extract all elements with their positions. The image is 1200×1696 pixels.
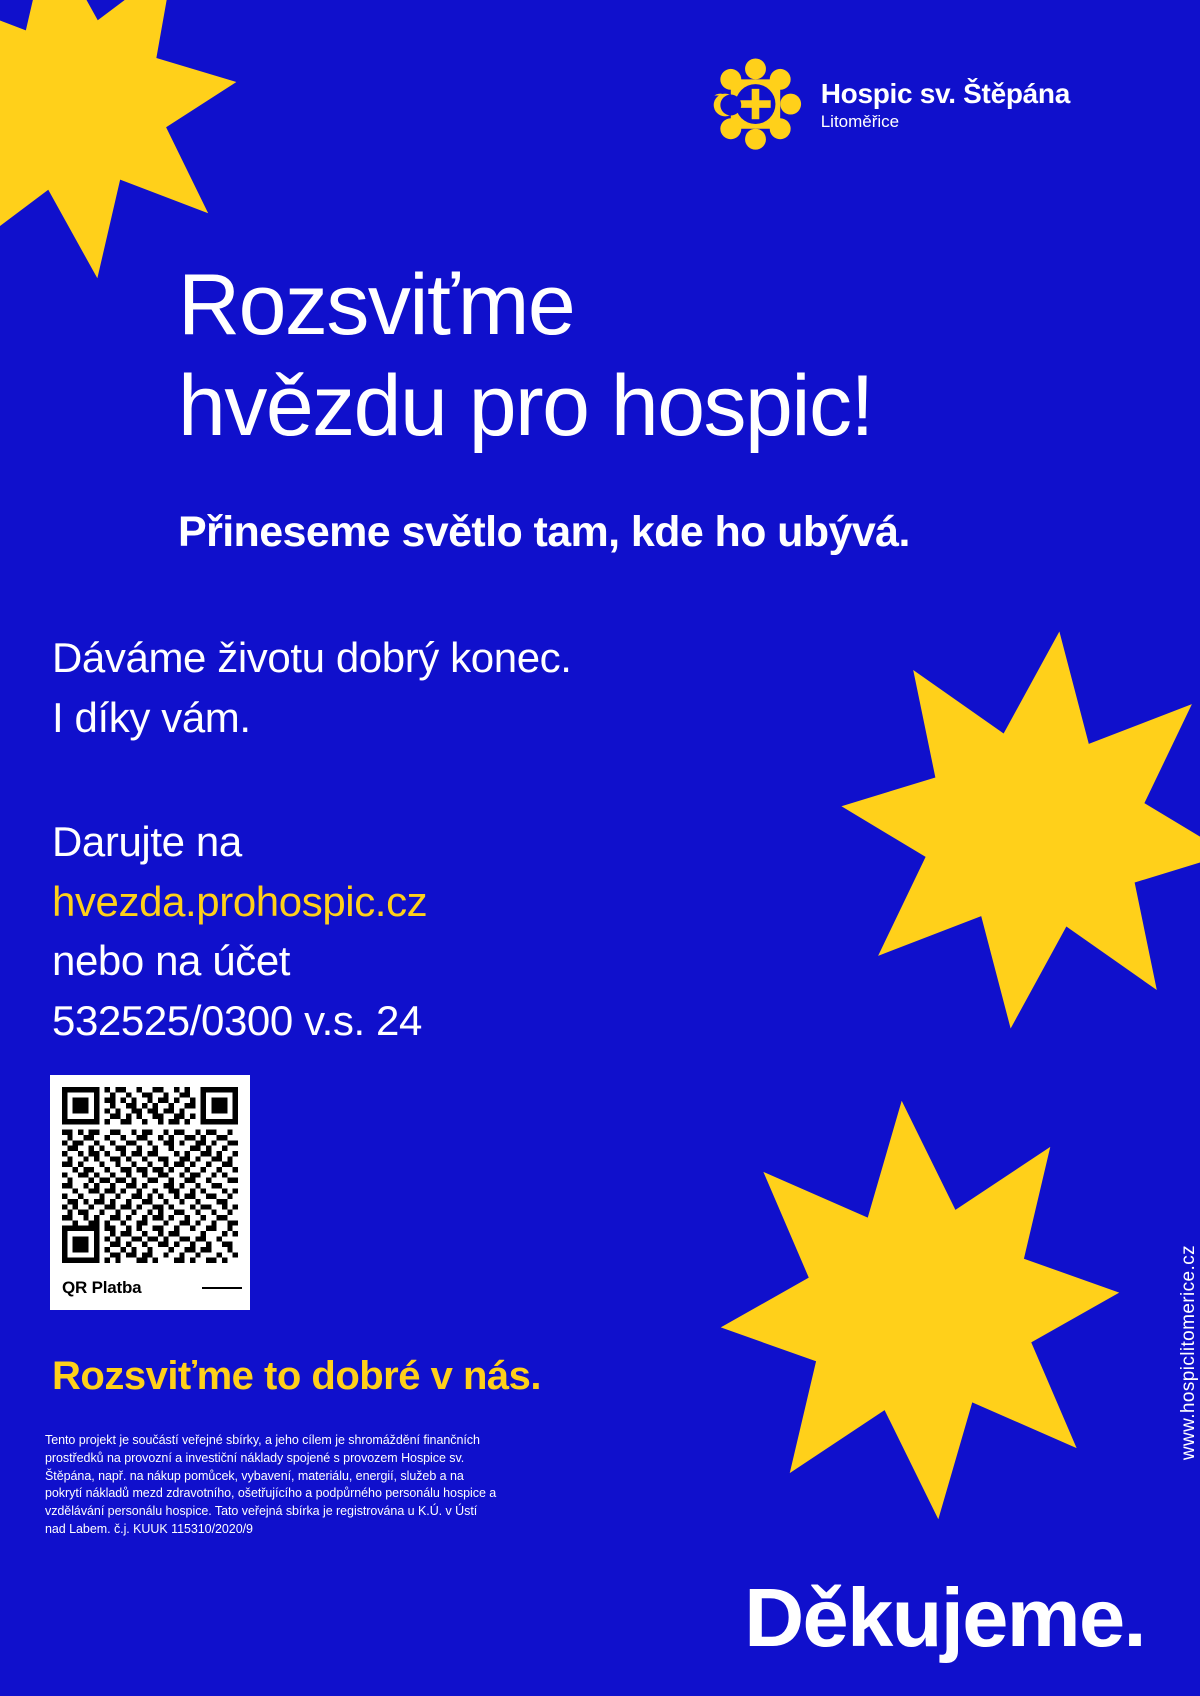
page-title bbox=[178, 255, 873, 458]
legal-disclaimer: Tento projekt je součástí veřejné sbírky, a jeho cílem je shromáždění finančních prostředků na provozní a investiční náklady spojené s provozem Hospice sv. Štěpána, např. na nákup pomůcek, vybavení, materiálu, energií, služeb a na pokrytí nákladů mezd zdravotního, ošetřujícího a podpůrného personálu hospice a vzdělávání personálu hospice. Tato veřejná sbírka je registrována u K.Ú. v Ústí nad Labem. č.j. KUUK 115310/2020/9 bbox=[45, 1433, 497, 1536]
star-icon-bottom-right bbox=[702, 1083, 1137, 1536]
qr-divider-line bbox=[202, 1287, 242, 1289]
logo-title: Hospic sv. Štěpána bbox=[820, 77, 1070, 109]
hospice-logo bbox=[708, 55, 1070, 155]
qr-code-icon[interactable] bbox=[62, 1087, 238, 1263]
donate-intro: Darujte na bbox=[52, 818, 242, 865]
qr-payment-label: QR Platba bbox=[62, 1278, 142, 1297]
qr-payment-card[interactable] bbox=[50, 1075, 250, 1310]
claim-block bbox=[52, 628, 572, 747]
claim-line-1: Dáváme životu dobrý konec. bbox=[52, 634, 572, 681]
campaign-slogan: Rozsviťme to dobré v nás. bbox=[52, 1354, 542, 1398]
logo-subtitle: Litoměřice bbox=[820, 112, 900, 132]
headline-line-2: hvězdu pro hospic! bbox=[178, 358, 873, 455]
donate-account-intro: nebo na účet bbox=[52, 937, 291, 985]
headline-line-1: Rozsviťme bbox=[178, 257, 575, 353]
website-url-vertical[interactable]: www.hospiclitomerice.cz bbox=[1178, 1245, 1199, 1461]
star-icon-middle-right bbox=[817, 608, 1200, 1053]
logo-text-block bbox=[821, 79, 1070, 131]
donate-url-link[interactable]: hvezda.prohospic.cz bbox=[52, 877, 428, 925]
donate-block bbox=[52, 812, 427, 1051]
star-flower-logo-mark-icon bbox=[708, 55, 803, 155]
donate-account-number: 532525/0300 v.s. 24 bbox=[52, 996, 422, 1044]
claim-line-2: I díky vám. bbox=[52, 693, 251, 741]
thank-you-text: Děkujeme. bbox=[744, 1571, 1145, 1664]
subheadline: Přineseme světlo tam, kde ho ubývá. bbox=[178, 508, 910, 556]
